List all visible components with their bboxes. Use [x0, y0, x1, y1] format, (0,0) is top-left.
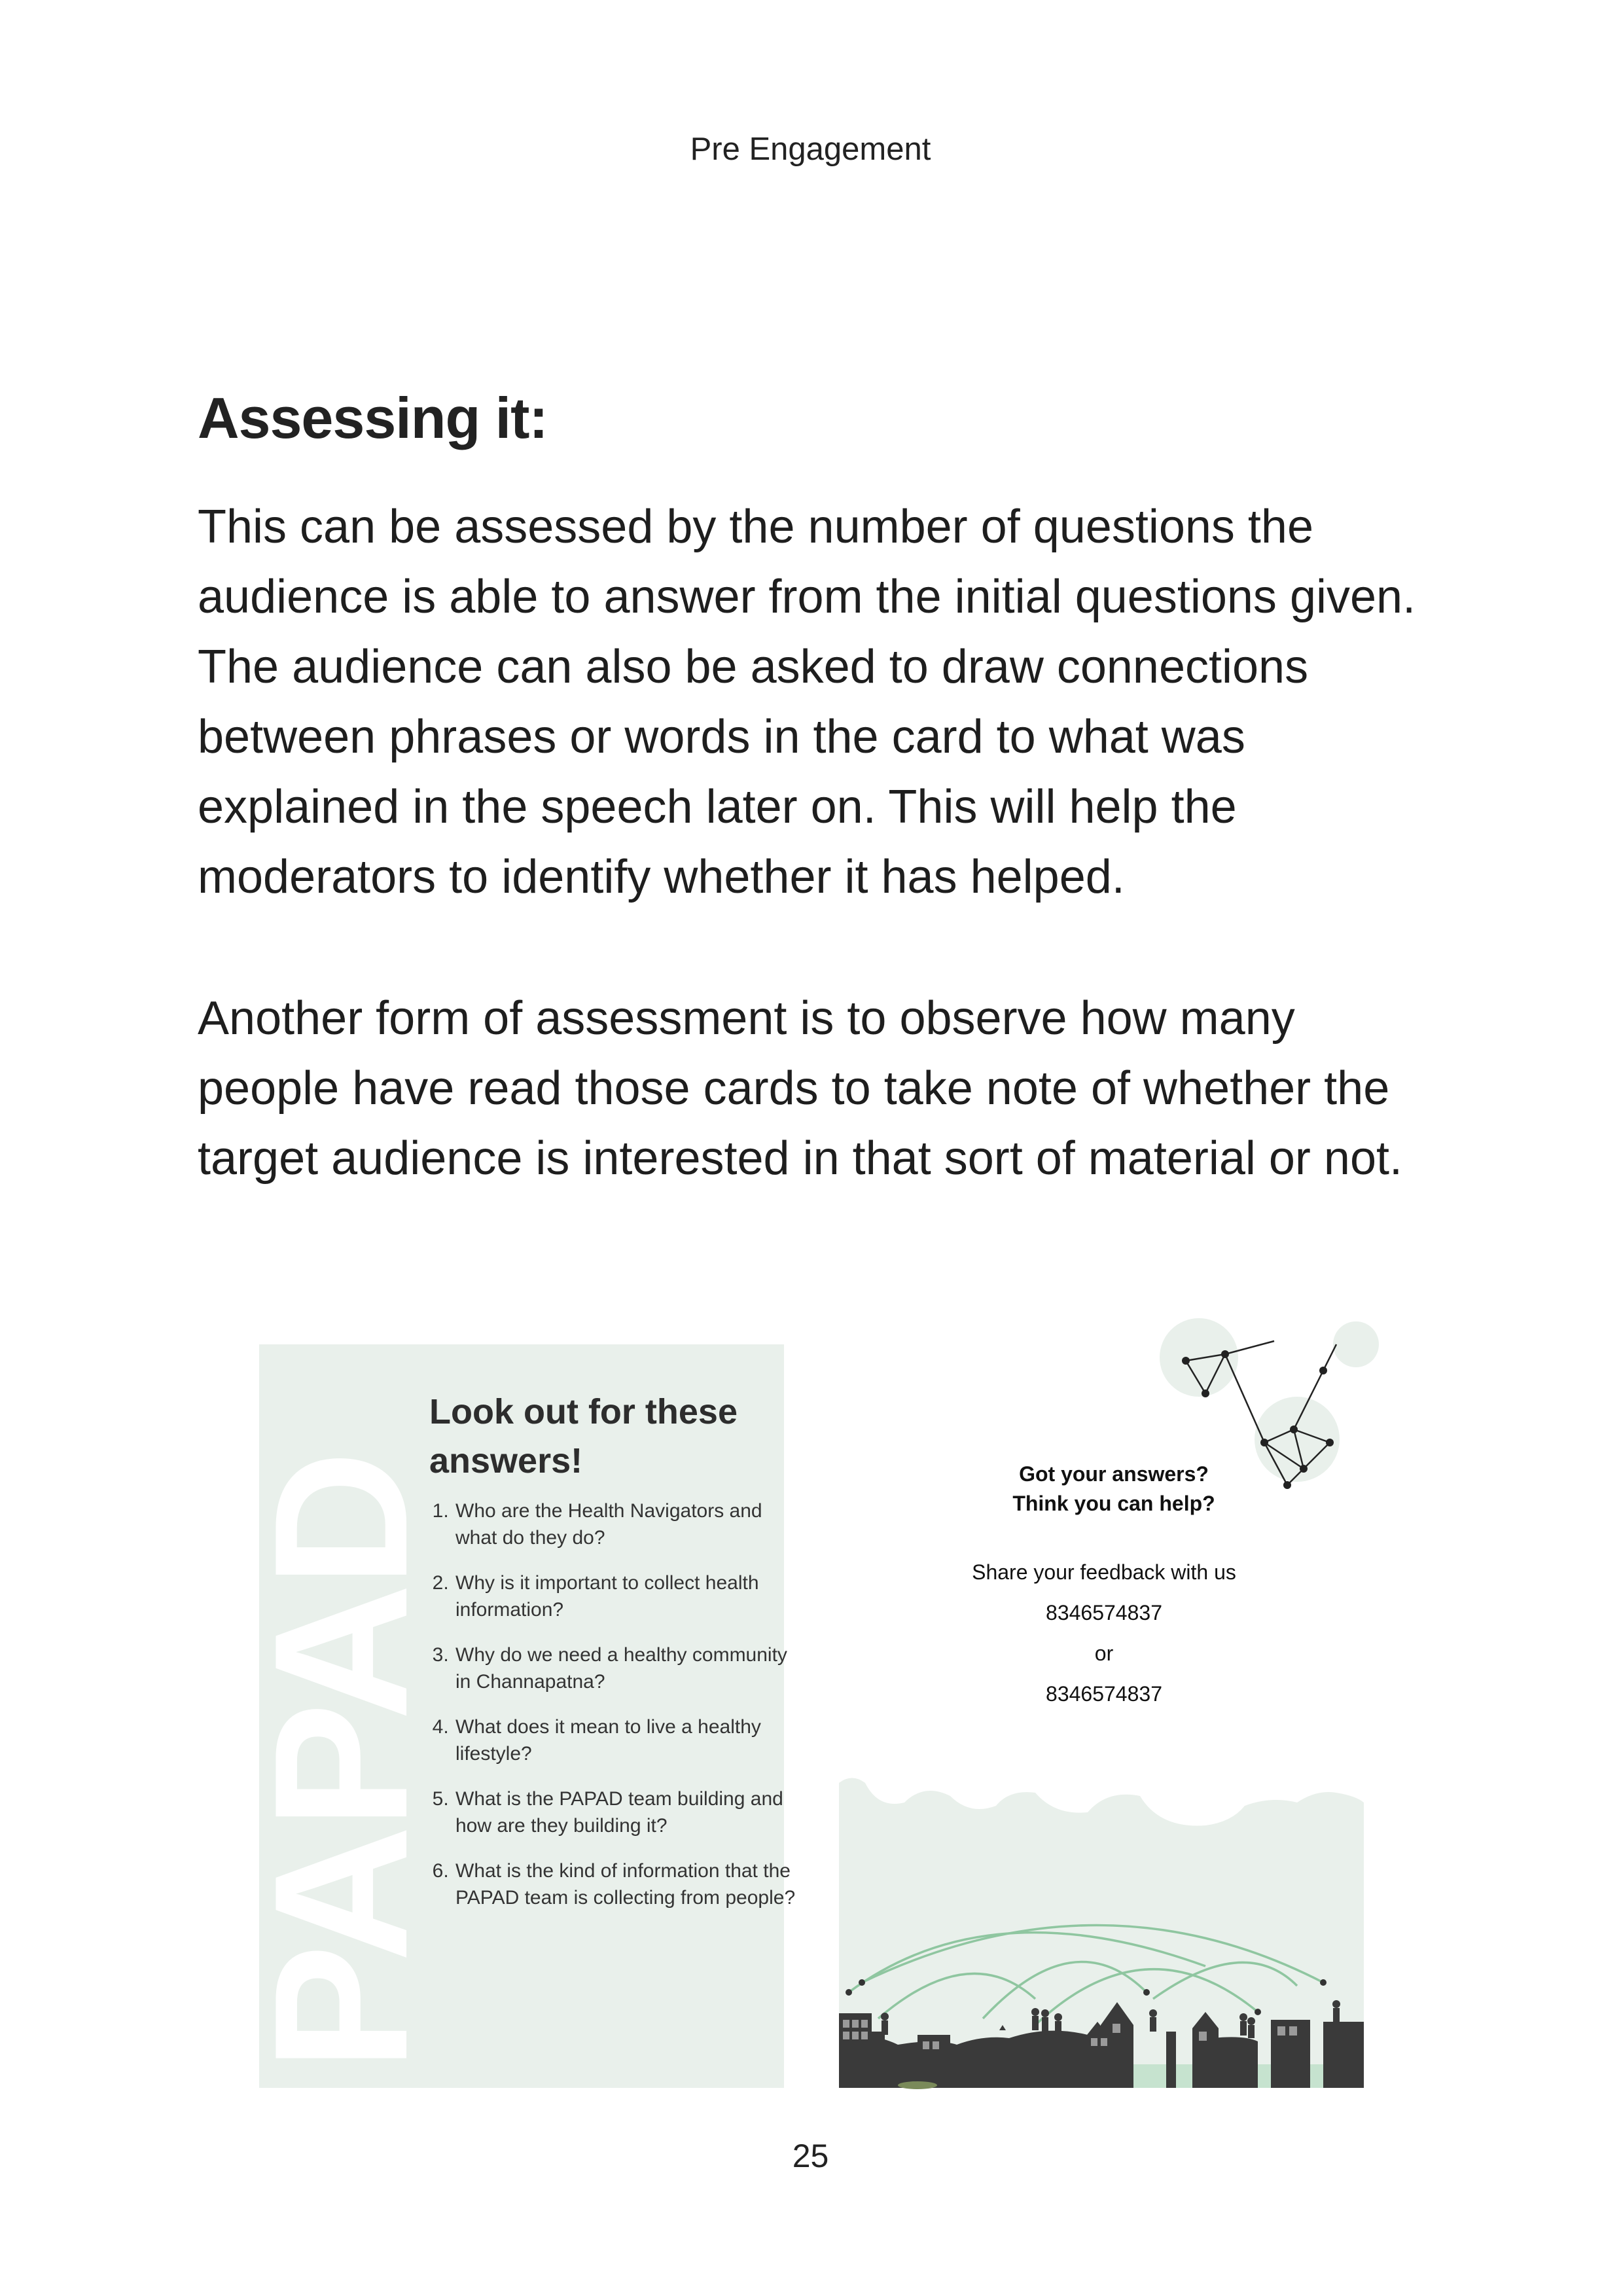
question-item: 2. Why is it important to collect health information? — [454, 1570, 801, 1623]
got-answers-text: Got your answers? — [1019, 1462, 1209, 1486]
papad-watermark-text: PAPAD — [235, 1454, 447, 2071]
or-text: or — [1094, 1641, 1114, 1665]
answers-card — [235, 1344, 796, 2088]
phone-number-2: 8346574837 — [1046, 1682, 1162, 1706]
question-item: 1. Who are the Health Navigators and what do they do? — [454, 1498, 801, 1551]
question-item: 5. What is the PAPAD team building and how are they building it? — [454, 1785, 801, 1839]
answers-card-title: Look out for these answers! — [429, 1392, 738, 1480]
feedback-card — [839, 1344, 1364, 2088]
question-item: 3. Why do we need a healthy community in Channapatna? — [454, 1641, 801, 1695]
question-item: 6. What is the kind of information that the PAPAD team is collecting from people? — [454, 1857, 801, 1911]
village-scene-illustration — [839, 1776, 1364, 2088]
phone-number-1: 8346574837 — [1046, 1601, 1162, 1624]
section-heading: Assessing it: — [198, 386, 548, 450]
share-feedback-text: Share your feedback with us — [972, 1560, 1236, 1584]
page-number: 25 — [792, 2138, 829, 2174]
body-paragraph-2: Another form of assessment is to observe how many people have read those cards to take note of whether the target audience is interested in that sort of material or not. — [198, 992, 1402, 1185]
body-paragraph-1: This can be assessed by the number of questions the audience is able to answer from the initial questions given. The audience can also be asked to draw connections between phrases or words in the card to what was explained in the speech later on. This will help the moderators to identify whether it has helped. — [198, 501, 1416, 903]
think-help-text: Think you can help? — [1012, 1492, 1215, 1515]
running-header: Pre Engagement — [690, 132, 931, 167]
papad-watermark — [235, 1344, 447, 2088]
question-item: 4. What does it mean to live a healthy lifestyle? — [454, 1713, 801, 1767]
question-list — [429, 1498, 801, 1929]
